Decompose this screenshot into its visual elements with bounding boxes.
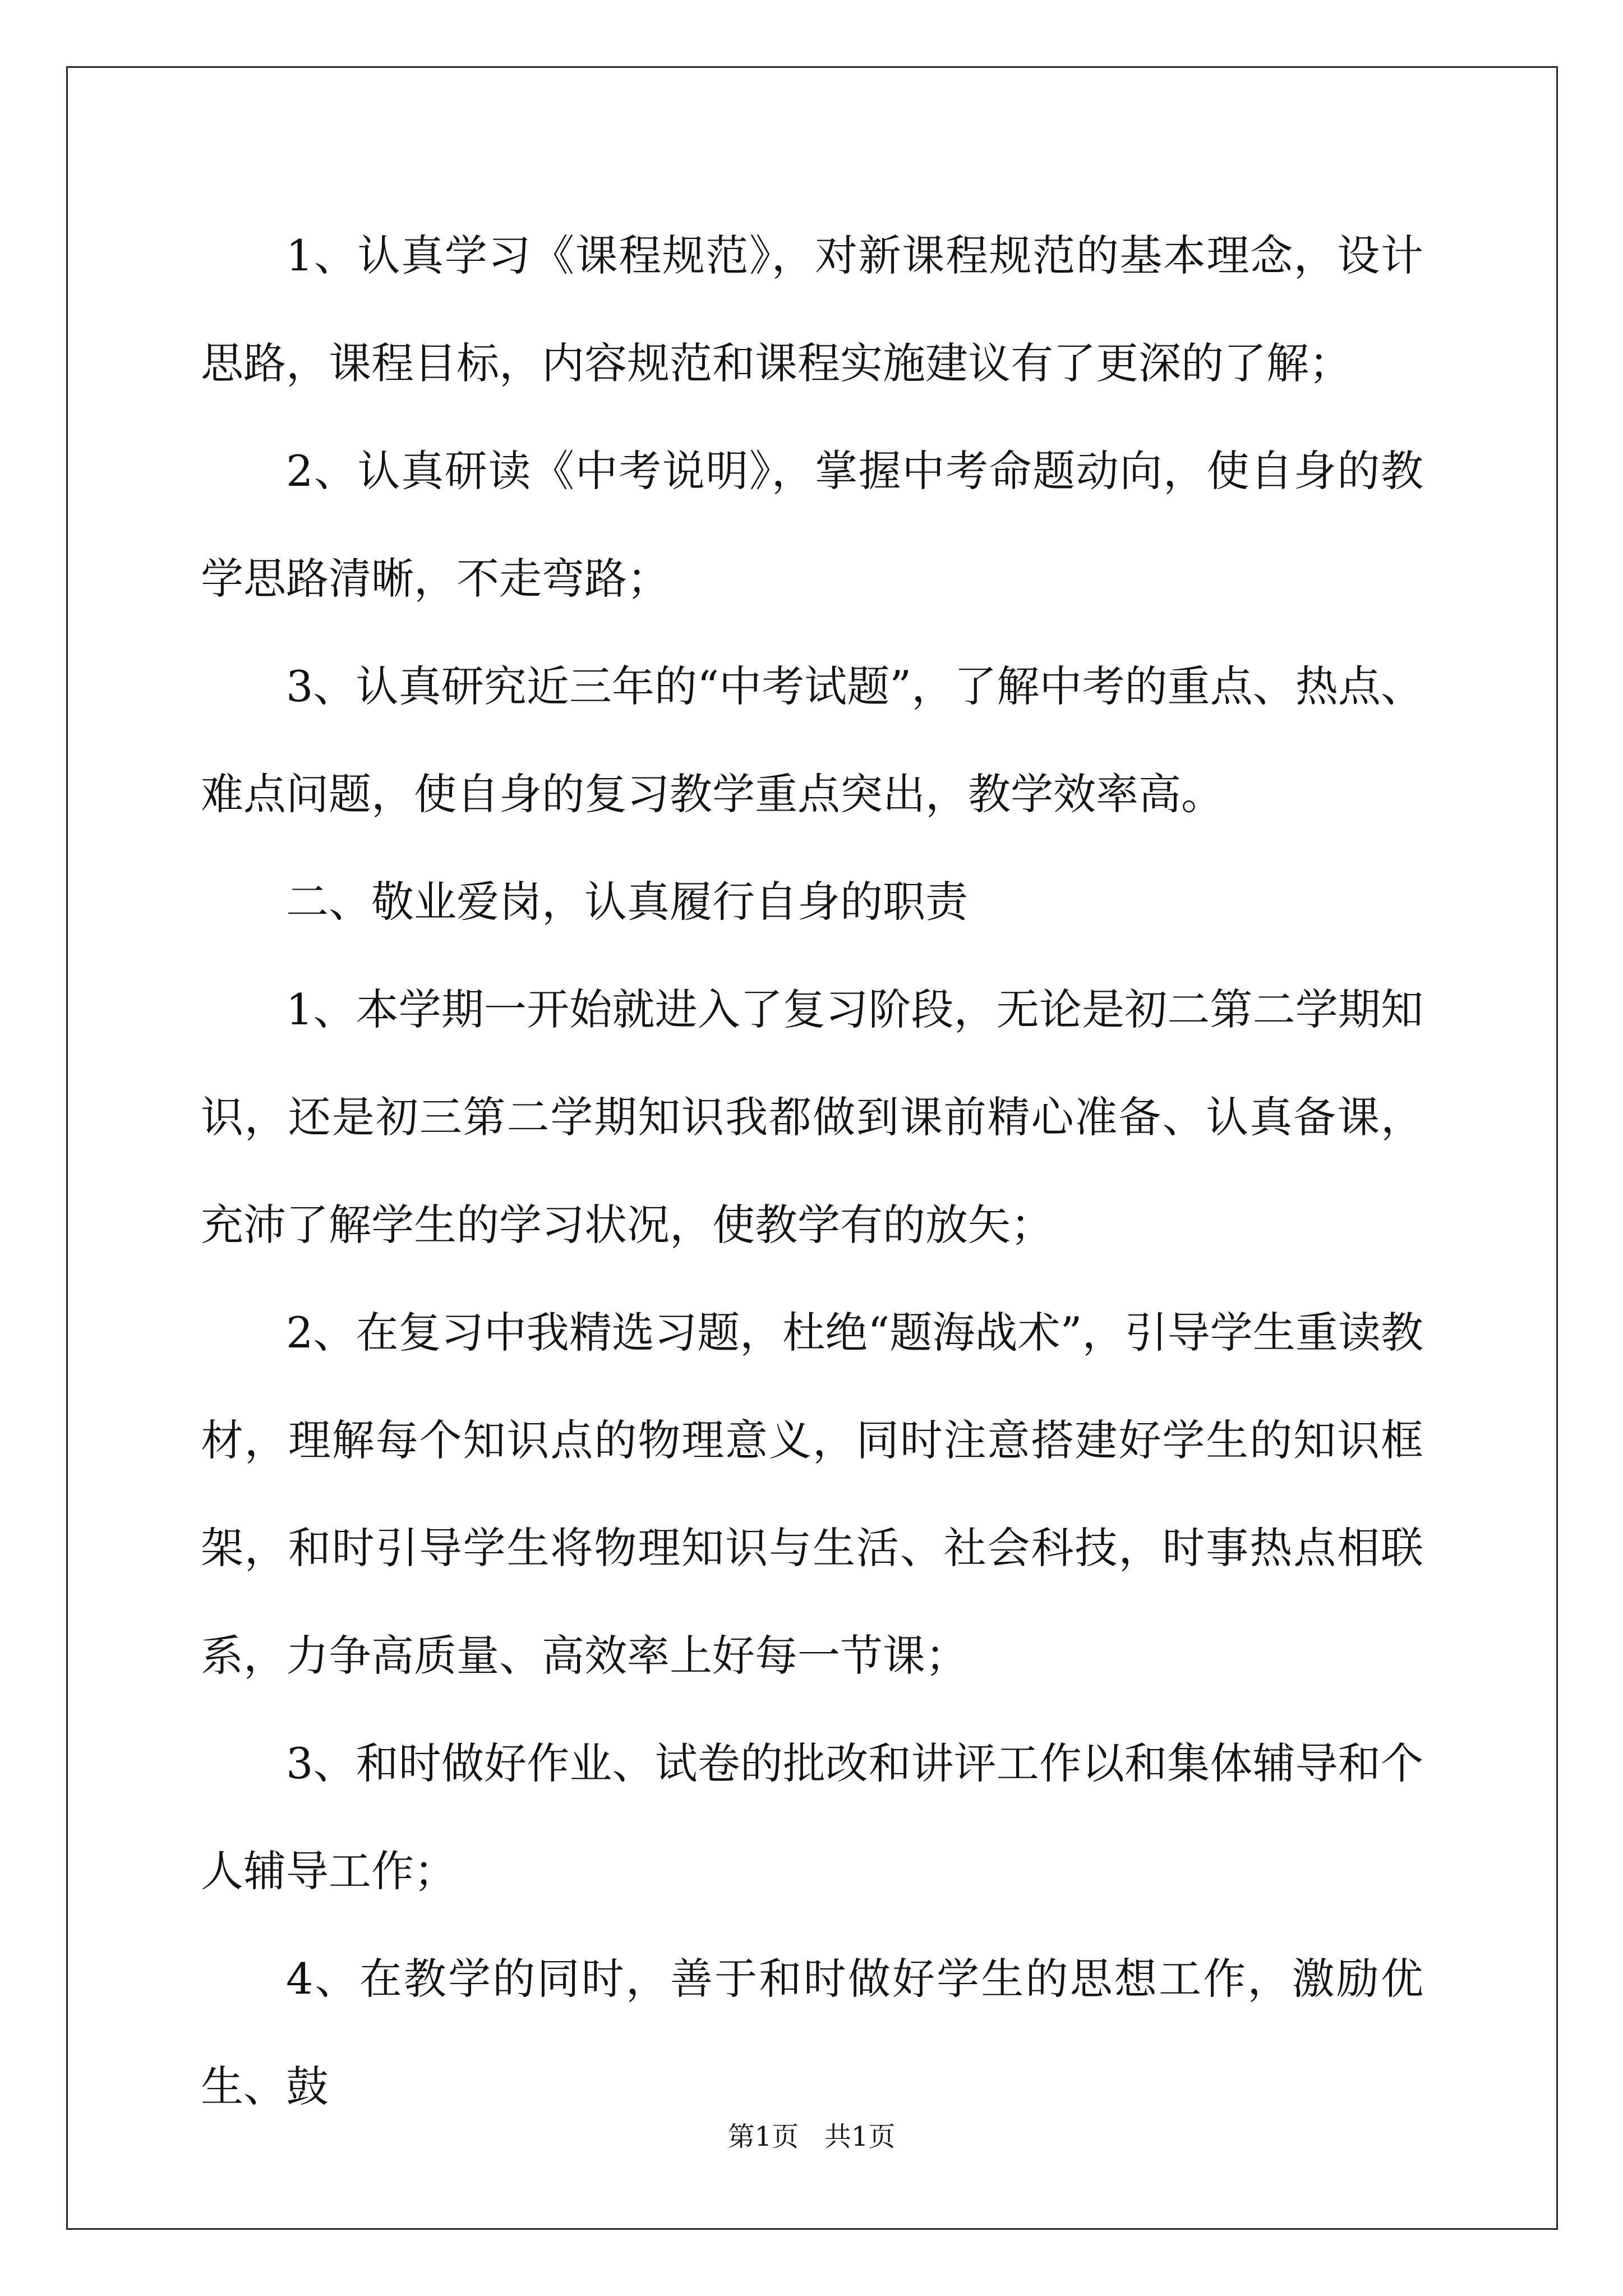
section-heading: 二、敬业爱岗，认真履行自身的职责 (286, 877, 968, 927)
paragraph-7: 4、在教学的同时，善于和时做好学生的思想工作，激励优生、鼓 (201, 1954, 1423, 2111)
paragraph-3: 3、认真研究近三年的“中考试题”，了解中考的重点、热点、难点问题，使自身的复习教学重点突出，教学效率高。 (201, 661, 1423, 819)
paragraph-1: 1、认真学习《课程规范》，对新课程规范的基本理念，设计思路，课程目标，内容规范和课程实施建议有了更深的了解； (201, 231, 1423, 388)
paragraph-4: 1、本学期一开始就进入了复习阶段，无论是初二第二学期知识，还是初三第二学期知识我都做到课前精心准备、认真备课，充沛了解学生的学习状况，使教学有的放矢； (201, 984, 1423, 1250)
page-footer: 第1页 共1页 (727, 2121, 896, 2152)
paragraph-2: 2、认真研读《中考说明》，掌握中考命题动向，使自身的教学思路清晰，不走弯路； (201, 446, 1423, 604)
paragraph-5: 2、在复习中我精选习题，杜绝“题海战术”，引导学生重读教材，理解每个知识点的物理意义，同时注意搭建好学生的知识框架，和时引导学生将物理知识与生活、社会科技，时事热点相联系，力争高质量、高效率上好每一节课； (201, 1308, 1423, 1681)
paragraph-6: 3、和时做好作业、试卷的批改和讲评工作以和集体辅导和个人辅导工作； (201, 1738, 1423, 1896)
document-body (201, 202, 1423, 2141)
